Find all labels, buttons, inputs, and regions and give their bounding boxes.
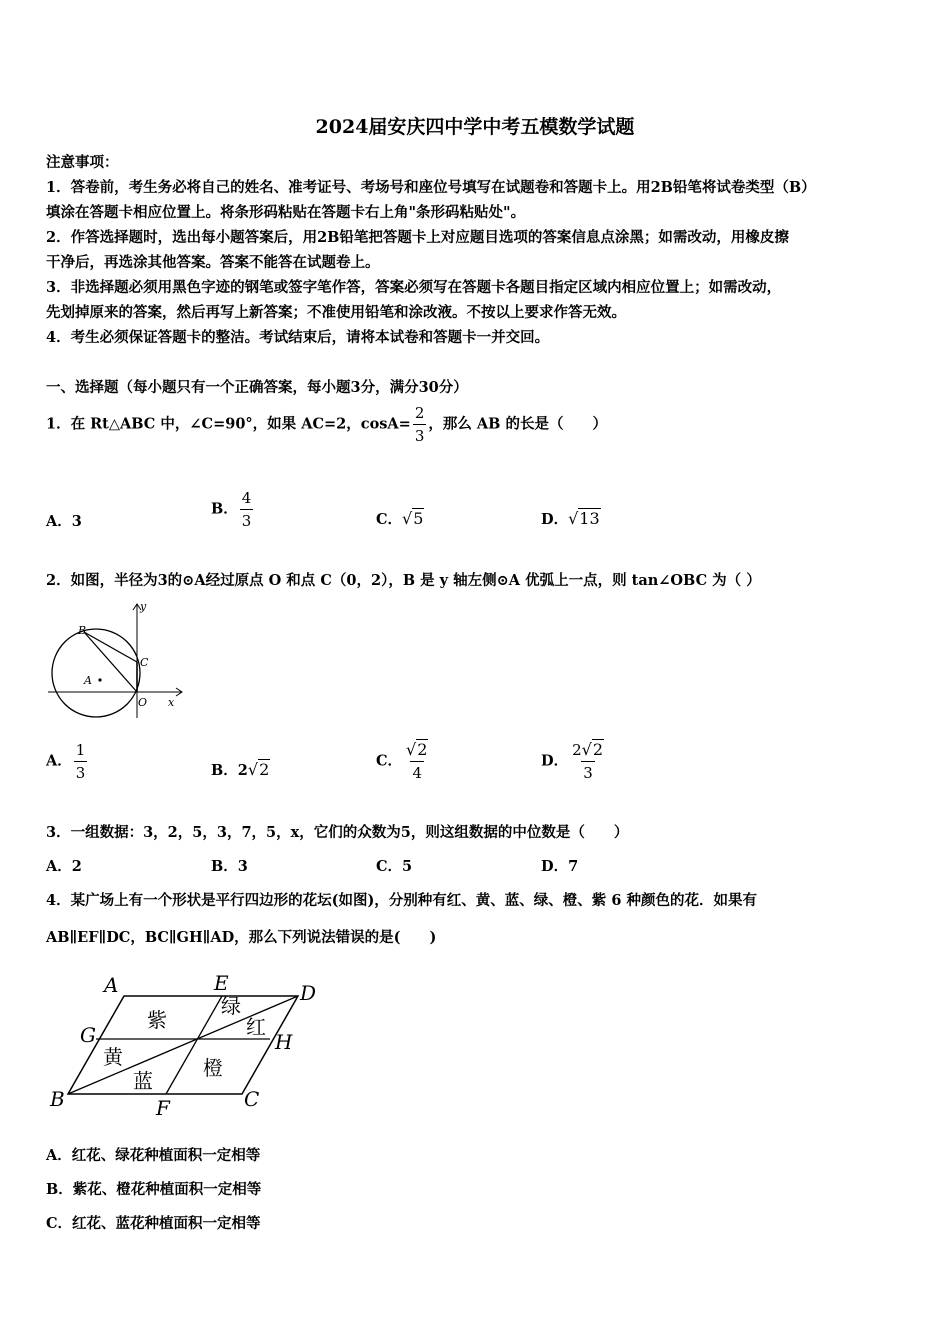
region-yellow-label: 黄: [103, 1045, 123, 1069]
notice-line: 干净后，再选涂其他答案。答案不能答在试题卷上。: [46, 254, 380, 271]
vertex-c-label: C: [244, 1087, 260, 1111]
notice-line: 4．考生必须保证答题卡的整洁。考试结束后，请将本试卷和答题卡一并交回。: [46, 329, 550, 346]
question-1: [46, 402, 607, 447]
notice-line: 1．答卷前，考生务必将自己的姓名、准考证号、考场号和座位号填写在试题卷和答题卡上。用2B铅笔将试卷类型（B）: [46, 179, 816, 196]
q4-option-a[interactable]: A．红花、绿花种植面积一定相等: [46, 1147, 261, 1164]
point-e-label: E: [214, 971, 229, 995]
q2-option-a[interactable]: A． $\frac{1}{3}$: [46, 741, 86, 782]
point-g-label: G: [80, 1023, 96, 1047]
circle-figure: [44, 596, 189, 721]
origin-label: O: [138, 696, 148, 709]
q2-option-b[interactable]: B．2√2: [211, 760, 270, 779]
region-green-label: 绿: [221, 994, 241, 1018]
point-b-label: B: [78, 624, 87, 637]
q1-option-a[interactable]: A．3: [46, 513, 82, 530]
axis-y-label: y: [140, 600, 147, 613]
page-title: 2024届安庆四中学中考五模数学试题: [315, 116, 635, 138]
point-f-label: F: [156, 1096, 170, 1118]
notice-line: 2．作答选择题时，选出每小题答案后，用2B铅笔把答题卡上对应题目选项的答案信息点涂黑；如需改动，用橡皮擦: [46, 229, 789, 246]
vertex-a-label: A: [104, 973, 119, 997]
point-a-label: A: [84, 674, 92, 687]
region-purple-label: 紫: [147, 1008, 167, 1032]
region-orange-label: 橙: [203, 1056, 223, 1080]
q3-option-b[interactable]: B．3: [211, 858, 248, 875]
point-c-label: C: [140, 656, 149, 669]
q2-option-d[interactable]: D． $\frac{2√2}{3}$: [541, 740, 604, 782]
q3-option-a[interactable]: A．2: [46, 858, 82, 875]
q3-option-d[interactable]: D．7: [541, 858, 579, 875]
axis-x-label: x: [168, 696, 175, 709]
notice-line: 先划掉原来的答案，然后再写上新答案；不准使用铅笔和涂改液。不按以上要求作答无效。: [46, 304, 626, 321]
notice-heading: 注意事项：: [46, 154, 119, 171]
parallelogram-figure: [44, 968, 334, 1118]
region-red-label: 红: [246, 1015, 266, 1039]
question-4-line-2: AB∥EF∥DC，BC∥GH∥AD，那么下列说法错误的是( ): [46, 929, 437, 946]
question-1-text-a: 1．在 Rt△ABC 中，∠C=90°，如果 AC=2，cosA=: [46, 415, 411, 433]
q4-option-b[interactable]: B．紫花、橙花种植面积一定相等: [46, 1181, 262, 1198]
cos-fraction: $\frac{2}{3}$: [414, 404, 425, 445]
q1-option-c[interactable]: C．√5: [376, 509, 424, 528]
vertex-b-label: B: [50, 1087, 65, 1111]
q1-option-d[interactable]: D．√13: [541, 509, 600, 528]
q1-option-b[interactable]: B． $\frac{4}{3}$: [211, 489, 252, 530]
section-heading: 一、选择题（每小题只有一个正确答案，每小题3分，满分30分）: [46, 379, 468, 396]
question-4-line-1: 4．某广场上有一个形状是平行四边形的花坛(如图)，分别种有红、黄、蓝、绿、橙、紫 6 种颜色的花．如果有: [46, 892, 757, 909]
question-2: 2．如图，半径为3的⊙A经过原点 O 和点 C（0，2），B 是 y 轴左侧⊙A 优弧上一点，则 tan∠OBC 为（ ）: [46, 572, 761, 589]
q4-option-c[interactable]: C．红花、蓝花种植面积一定相等: [46, 1215, 261, 1232]
point-h-label: H: [275, 1030, 293, 1054]
vertex-d-label: D: [300, 981, 317, 1005]
q2-option-c[interactable]: C． $\frac{√2}{4}$: [376, 740, 428, 782]
region-blue-label: 蓝: [133, 1069, 153, 1093]
question-3: 3．一组数据：3，2，5，3，7，5，x，它们的众数为5，则这组数据的中位数是（ ）: [46, 824, 629, 841]
q3-option-c[interactable]: C．5: [376, 858, 413, 875]
question-1-text-b: ，那么 AB 的长是（ ）: [428, 415, 607, 433]
notice-line: 3．非选择题必须用黑色字迹的钢笔或签字笔作答，答案必须写在答题卡各题目指定区域内相应位置上；如需改动，: [46, 279, 782, 296]
notice-line: 填涂在答题卡相应位置上。将条形码粘贴在答题卡右上角"条形码粘贴处"。: [46, 204, 526, 221]
